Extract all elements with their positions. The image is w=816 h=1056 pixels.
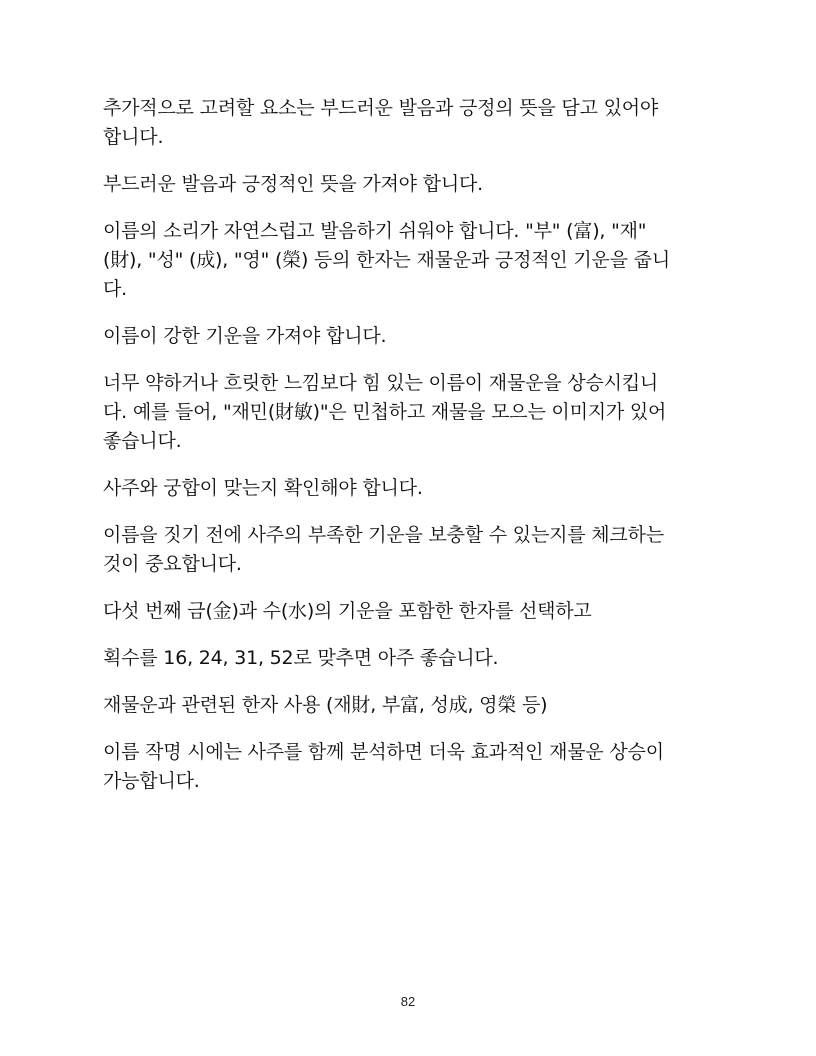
paragraph: 이름이 강한 기운을 가져야 합니다. — [103, 325, 387, 347]
paragraph: 이름의 소리가 자연스럽고 발음하기 쉬워야 합니다. "부" (富), "재" (財), "성" (成), "영" (榮) 등의 한자는 재물운과 긍정적인 기운을 줍니 다. — [103, 220, 670, 300]
paragraph: 다섯 번째 금(金)과 수(水)의 기운을 포함한 한자를 선택하고 — [103, 600, 592, 622]
paragraph: 재물운과 관련된 한자 사용 (재財, 부富, 성成, 영榮 등) — [103, 694, 548, 716]
paragraph: 획수를 16, 24, 31, 52로 맞추면 아주 좋습니다. — [103, 647, 499, 669]
paragraph: 사주와 궁합이 맞는지 확인해야 합니다. — [103, 477, 423, 499]
paragraph: 부드러운 발음과 긍정적인 뜻을 가져야 합니다. — [103, 173, 483, 195]
paragraph: 이름 작명 시에는 사주를 함께 분석하면 더욱 효과적인 재물운 상승이 가능합니다. — [103, 741, 664, 792]
body-text — [103, 94, 715, 814]
paragraph: 추가적으로 고려할 요소는 부드러운 발음과 긍정의 뜻을 담고 있어야 합니다. — [103, 97, 659, 148]
paragraph: 너무 약하거나 흐릿한 느낌보다 힘 있는 이름이 재물운을 상승시킵니 다. 예를 들어, "재민(財敏)"은 민첩하고 재물을 모으는 이미지가 있어 좋습니다. — [103, 372, 667, 452]
page-number: 82 — [400, 994, 416, 1009]
paragraph: 이름을 짓기 전에 사주의 부족한 기운을 보충할 수 있는지를 체크하는 것이 중요합니다. — [103, 524, 664, 575]
